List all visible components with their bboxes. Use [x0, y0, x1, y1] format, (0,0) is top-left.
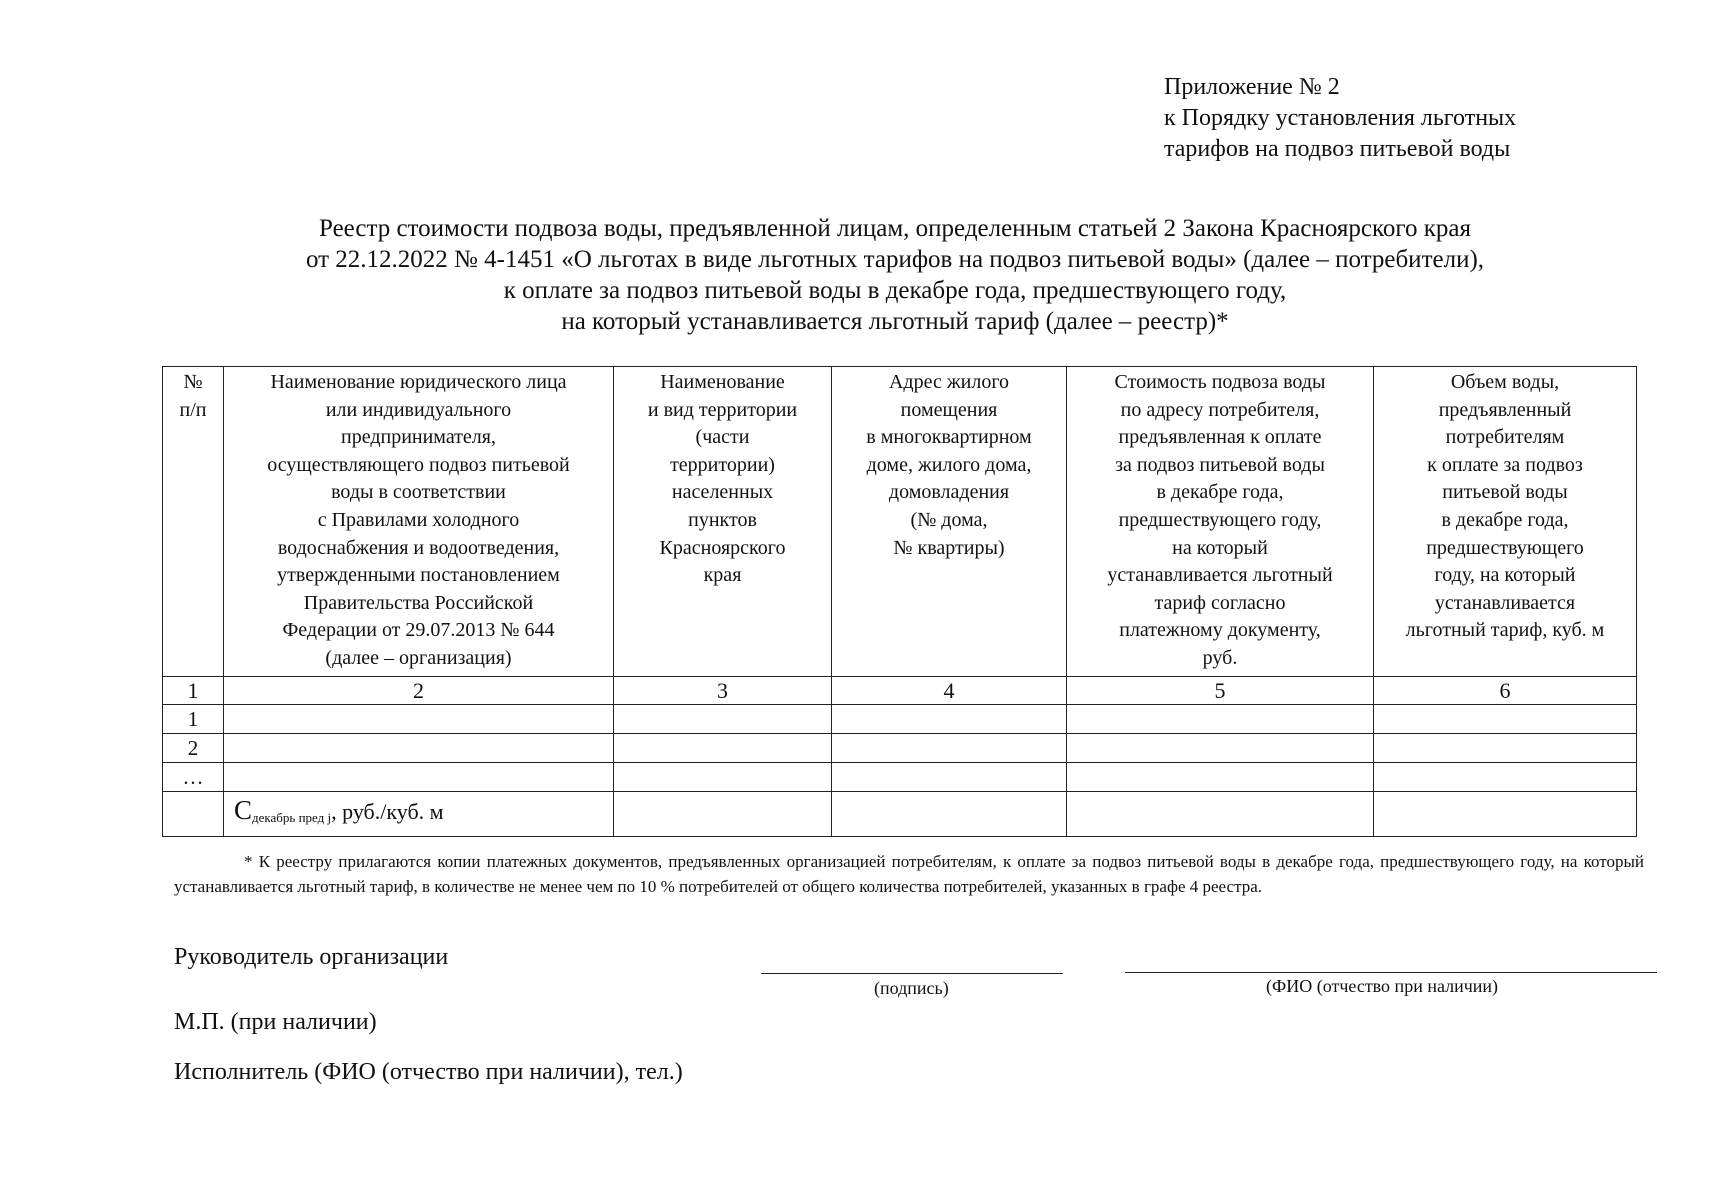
column-number: 3 [614, 677, 832, 705]
appendix-heading [1164, 72, 1516, 165]
row-number: 1 [163, 705, 224, 734]
total-symbol: С [234, 795, 253, 825]
cell-volume [1374, 763, 1637, 792]
title-line: от 22.12.2022 № 4-1451 «О льготах в виде льготных тарифов на подвоз питьевой воды» (далее – потребители), [305, 246, 1485, 273]
cell-cost [1067, 734, 1374, 763]
cell-territory [614, 763, 832, 792]
table-header-row [163, 367, 1637, 677]
title-line: к оплате за подвоз питьевой воды в декабре года, предшествующего году, [503, 277, 1287, 304]
signature-caption: (подпись) [874, 978, 949, 998]
total-cell [614, 792, 832, 837]
total-cell [832, 792, 1067, 837]
column-number: 5 [1067, 677, 1374, 705]
full-name-line [1125, 972, 1657, 973]
row-number: … [163, 763, 224, 792]
total-row-number [163, 792, 224, 837]
appendix-number: Приложение № 2 [1164, 74, 1340, 100]
total-formula [224, 792, 614, 837]
column-number: 1 [163, 677, 224, 705]
cell-territory [614, 705, 832, 734]
registry-table [162, 366, 1637, 837]
document-title [160, 213, 1630, 337]
appendix-reference-line: к Порядку установления льготных [1164, 105, 1517, 131]
title-line: Реестр стоимости подвоза воды, предъявленной лицам, определенным статьей 2 Закона Красноярского края [319, 215, 1471, 242]
cell-volume [1374, 705, 1637, 734]
table-row [163, 734, 1637, 763]
column-number: 6 [1374, 677, 1637, 705]
footnote [174, 849, 1644, 899]
column-number-row [163, 677, 1637, 705]
row-number: 2 [163, 734, 224, 763]
cell-organization [224, 705, 614, 734]
cell-cost [1067, 705, 1374, 734]
total-cell [1374, 792, 1637, 837]
cell-address [832, 705, 1067, 734]
total-row [163, 792, 1637, 837]
cell-organization [224, 734, 614, 763]
header-volume: Объем воды, предъявленный потребителям к оплате за подвоз питьевой воды в декабре года, предшествующего году, на который устанавливается льготный тариф, куб. м [1374, 367, 1637, 677]
footnote-text: * К реестру прилагаются копии платежных документов, предъявленных организацией потребителям, к оплате за подвоз питьевой воды в декабре года, предшествующего году, на который устанавливается льготный тариф, в количестве не менее чем по 10 % потребителей от общего количества потребителей, указанных в графе 4 реестра. [174, 852, 1644, 896]
cell-address [832, 763, 1067, 792]
executor-label: Исполнитель (ФИО (отчество при наличии), тел.) [174, 1059, 683, 1085]
full-name-caption: (ФИО (отчество при наличии) [1266, 976, 1499, 996]
table-row [163, 763, 1637, 792]
cell-territory [614, 734, 832, 763]
signature-line [761, 973, 1063, 974]
header-territory: Наименование и вид территории (части территории) населенных пунктов Красноярского края [614, 367, 832, 677]
total-subscript: декабрь пред j [252, 810, 332, 825]
title-line: на который устанавливается льготный тариф (далее – реестр)* [561, 308, 1229, 335]
cell-cost [1067, 763, 1374, 792]
column-number: 4 [832, 677, 1067, 705]
stamp-label: М.П. (при наличии) [174, 1009, 377, 1035]
head-of-organization-label: Руководитель организации [174, 944, 449, 970]
cell-organization [224, 763, 614, 792]
header-number: № п/п [163, 367, 224, 677]
cell-address [832, 734, 1067, 763]
total-unit: , руб./куб. м [331, 799, 444, 824]
table-row [163, 705, 1637, 734]
appendix-reference-line: тарифов на подвоз питьевой воды [1164, 136, 1511, 162]
header-cost: Стоимость подвоза воды по адресу потребителя, предъявленная к оплате за подвоз питьевой воды в декабре года, предшествующего году, на который устанавливается льготный тариф согласно платежному документу, руб. [1067, 367, 1374, 677]
total-cell [1067, 792, 1374, 837]
header-address: Адрес жилого помещения в многоквартирном доме, жилого дома, домовладения (№ дома, № квартиры) [832, 367, 1067, 677]
header-organization: Наименование юридического лица или индивидуального предпринимателя, осуществляющего подвоз питьевой воды в соответствии с Правилами холодного водоснабжения и водоотведения, утвержденными постановлением Правительства Российской Федерации от 29.07.2013 № 644 (далее – организация) [224, 367, 614, 677]
column-number: 2 [224, 677, 614, 705]
cell-volume [1374, 734, 1637, 763]
